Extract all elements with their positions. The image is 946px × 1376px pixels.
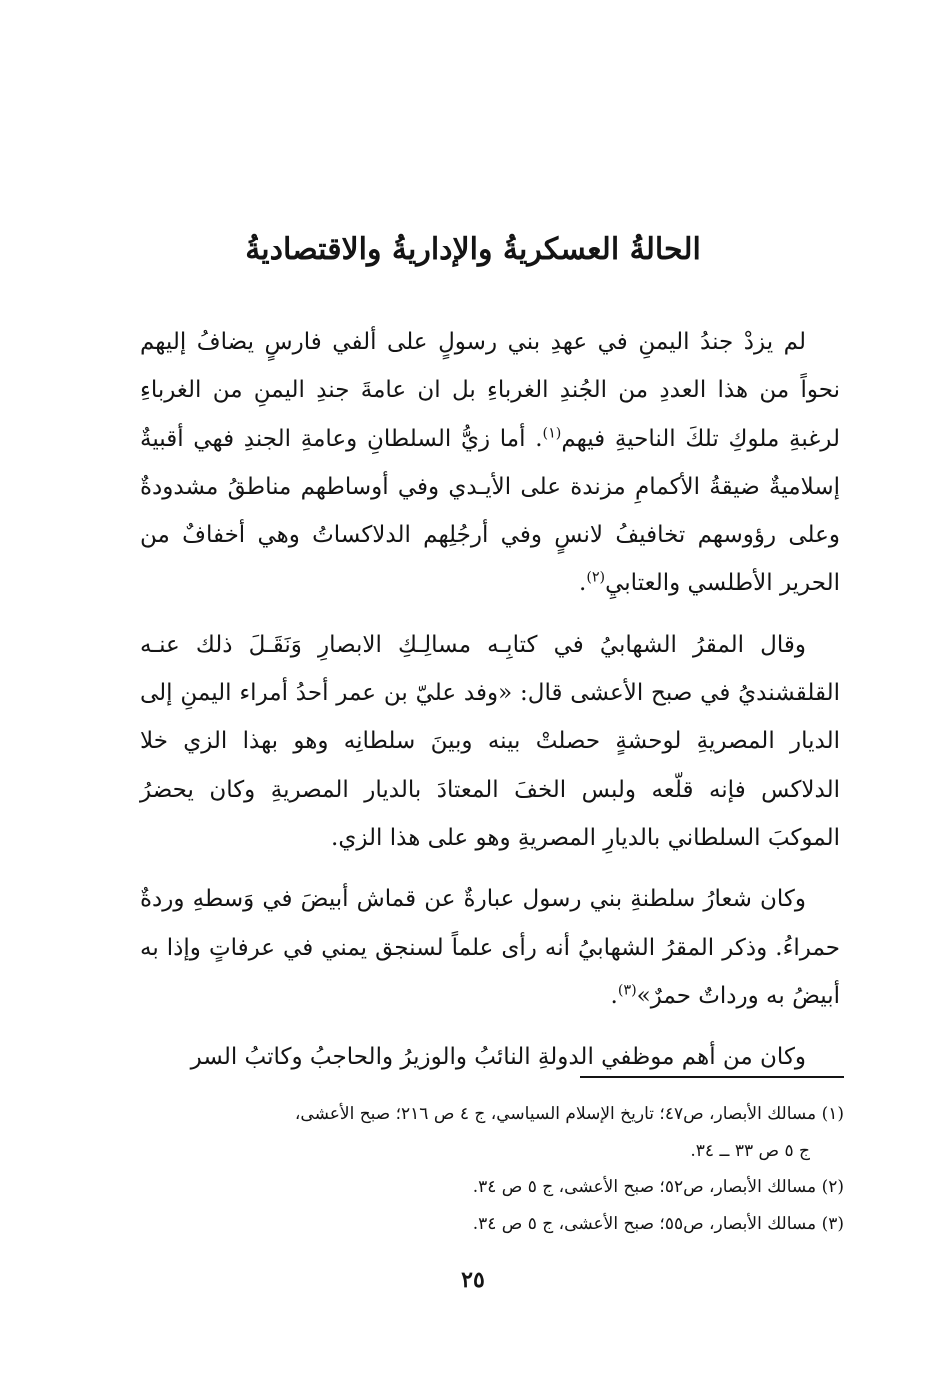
- footnote-number: (٣): [821, 1213, 844, 1234]
- paragraph-banner: [140, 875, 840, 1020]
- footnote-ref-2: (٢): [586, 569, 606, 586]
- paragraph-text: وكان شعارُ سلطنةِ بني رسول عبارةٌ عن قماش أبيضَ في وَسطهِ وردةٌ حمراءُ. وذكر المقرُ الشهابيُ أنه رأى علماً لسنجق يمني في عرفاتٍ وإذا به أبيضُ به ورداتٌ حمرٌ»: [140, 886, 840, 1009]
- paragraph-military-dress: [140, 318, 840, 608]
- paragraph-text: .: [579, 570, 587, 597]
- footnote-number: (١): [821, 1104, 844, 1124]
- footnote-text: مسالك الأبصار، ص٥٢؛ صبح الأعشى، ج ٥ ص ٣٤.: [472, 1177, 817, 1197]
- footnote-3: [130, 1206, 844, 1243]
- page-number: ٢٥: [461, 1267, 485, 1293]
- footnote-ref-1: (١): [542, 424, 562, 441]
- paragraph-officials: [140, 1033, 840, 1081]
- paragraph-text: .: [610, 982, 618, 1009]
- footnote-ref-3: (٣): [617, 982, 637, 999]
- body-text: [140, 318, 840, 1094]
- footnote-1: [130, 1096, 844, 1133]
- footnote-number: (٢): [821, 1177, 844, 1197]
- footnote-text: مسالك الأبصار، ص٥٥؛ صبح الأعشى، ج ٥ ص ٣٤.: [472, 1213, 817, 1234]
- footnote-text: ج ٥ ص ٣٣ ــ ٣٤.: [690, 1140, 810, 1161]
- paragraph-quotation: [140, 621, 840, 862]
- footnotes: [130, 1096, 844, 1242]
- page-title: الحالةُ العسكريةُ والإداريةُ والاقتصاديةُ: [245, 232, 701, 267]
- paragraph-text: وقال المقرُ الشهابيُ في كتابِـه مسالِـكِ الابصارِ وَنَقَـلَ ذلك عنـه القلقشنديُ في صبح الأعشى قال: «وفد عليّ بن عمر أحدُ أمراء اليمنِ إلى الديار المصريةِ لوحشةٍ حصلتْ بينه وبينَ سلطانِه وهو بهذا الزي خلا الدلاكس فإنه قلّعه ولبس الخفَ المعتادَ بالديار المصريةِ وكان يحضرُ الموكبَ السلطاني بالديارِ المصريةِ وهو على هذا الزي.: [140, 631, 840, 851]
- footnote-2: [130, 1169, 844, 1206]
- footnote-text: مسالك الأبصار، ص٤٧؛ تاريخ الإسلام السياسي، ج ٤ ص ٢١٦؛ صبح الأعشى،: [294, 1104, 817, 1124]
- footnote-divider: [580, 1076, 844, 1078]
- paragraph-text: لم يزدْ جندُ اليمنِ في عهدِ بني رسولٍ على ألفي فارسٍ يضافُ إليهم نحواً من هذا العددِ من الجُندِ الغرباءِ بل ان عامةَ جندِ اليمنِ من الغرباءِ لرغبةِ ملوكِ تلكَ الناحيةِ فيهم: [140, 329, 841, 452]
- footnote-1-continuation: [130, 1133, 844, 1170]
- paragraph-text: وكان من أهم موظفي الدولةِ النائبُ والوزيرُ والحاجبُ وكاتبُ السر: [190, 1044, 806, 1071]
- paragraph-text: . أما زيُّ السلطانِ وعامةِ الجندِ فهي أقبيةٌ إسلاميةٌ ضيقةُ الأكمامِ مزندة على الأيـدي وفي أوساطهم مناطقُ مشدودةٌ وعلى رؤوسهم تخافيفُ لانسٍ وفي أرجُلِهم الدلاكساتُ وهي أخفافٌ من الحرير الأطلسي والعتابيِ: [140, 425, 840, 597]
